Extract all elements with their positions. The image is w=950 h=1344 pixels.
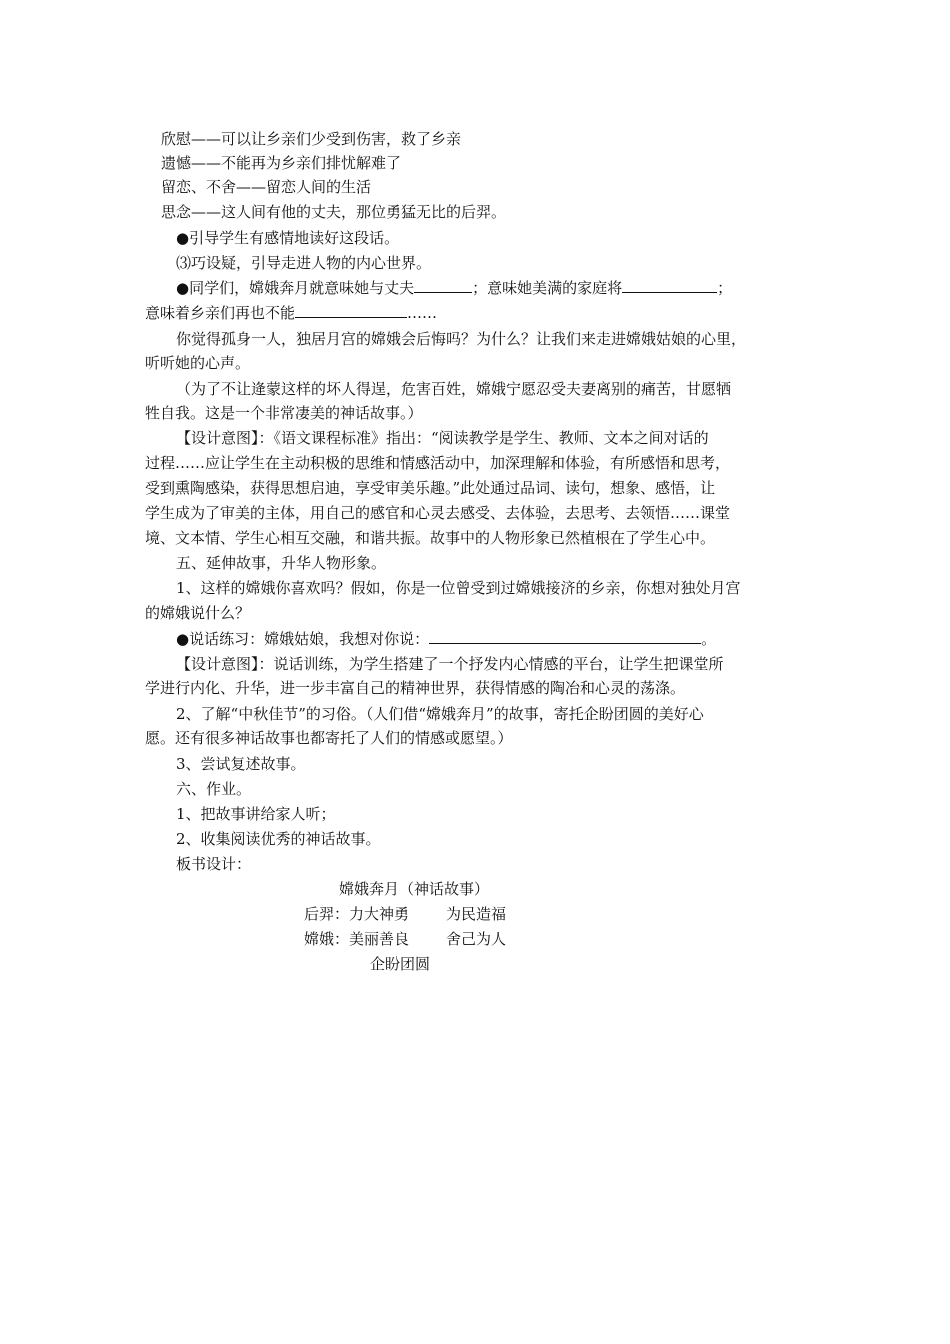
text-line: 留恋、不舍——留恋人间的生活 [161, 178, 372, 196]
answer-blank [414, 276, 472, 293]
text-line: 2、收集阅读优秀的神话故事。 [176, 830, 381, 848]
board-row-label: 后羿：力大神勇 [304, 905, 410, 923]
fill-in-line [176, 627, 716, 651]
text-line: 遗憾——不能再为乡亲们排忧解难了 [161, 154, 402, 172]
text-span: ；意味她美满的家庭将 [472, 279, 623, 297]
text-line: 板书设计： [176, 855, 252, 873]
answer-blank [295, 301, 407, 318]
board-title: 嫦娥奔月（神话故事） [339, 880, 490, 898]
text-line: 你觉得孤身一人，独居月宫的嫦娥会后悔吗？为什么？让我们来走进嫦娥姑娘的心里， [176, 330, 747, 348]
text-line: 学生成为了审美的主体，用自己的感官和心灵去感受、去体验，去思考、去领悟……课堂 [145, 504, 731, 522]
text-span: ； [717, 279, 733, 297]
text-span: 意味着乡亲们再也不能 [145, 304, 296, 322]
text-span: ●同学们，嫦娥奔月就意味她与丈夫 [176, 279, 415, 297]
text-line: 欣慰——可以让乡亲们少受到伤害，救了乡亲 [161, 130, 462, 148]
text-span: …… [407, 304, 438, 322]
answer-blank [429, 627, 701, 644]
text-line: 境、文本情、学生心相互交融，和谐共振。故事中的人物形象已然植根在了学生心中。 [145, 529, 716, 547]
text-line: 受到熏陶感染，获得思想启迪，享受审美乐趣。”此处通过品词、读句，想象、感悟，让 [145, 479, 716, 497]
text-line: 学进行内化、升华，进一步丰富自己的精神世界，获得情感的陶冶和心灵的荡涤。 [145, 679, 686, 697]
board-footer: 企盼团圆 [370, 955, 431, 973]
board-row-value: 为民造福 [446, 905, 507, 923]
text-line: 牲自我。这是一个非常凄美的神话故事。） [145, 404, 423, 422]
text-line: 1、这样的嫦娥你喜欢吗？假如，你是一位曾受到过嫦娥接济的乡亲，你想对独处月宫 [176, 579, 741, 597]
board-row-value: 舍己为人 [446, 930, 507, 948]
text-span: ●说话练习：嫦娥姑娘，我想对你说： [176, 630, 430, 648]
text-line: 3、尝试复述故事。 [176, 755, 306, 773]
text-line: ⑶巧设疑，引导走进人物的内心世界。 [176, 254, 432, 272]
fill-in-line [176, 276, 732, 300]
text-line: 2、了解“中秋佳节”的习俗。（人们借“嫦娥奔月”的故事，寄托企盼团圆的美好心 [176, 705, 704, 723]
section-heading: 五、延伸故事，升华人物形象。 [176, 554, 387, 572]
board-row-label: 嫦娥：美丽善良 [304, 930, 410, 948]
text-line: 1、把故事讲给家人听； [176, 805, 336, 823]
text-line: 思念——这人间有他的丈夫，那位勇猛无比的后羿。 [161, 203, 507, 221]
text-line: 【设计意图】：《语文课程标准》指出：“阅读教学是学生、教师、文本之间对话的 [176, 429, 709, 447]
text-span: 。 [701, 630, 717, 648]
text-line: 愿。还有很多神话故事也都寄托了人们的情感或愿望。） [145, 729, 513, 747]
answer-blank [622, 276, 717, 293]
fill-in-line [145, 301, 437, 325]
text-line: 的嫦娥说什么？ [145, 604, 251, 622]
text-line: ●引导学生有感情地读好这段话。 [176, 229, 400, 247]
text-line: 【设计意图】：说话训练，为学生搭建了一个抒发内心情感的平台，让学生把课堂所 [176, 655, 724, 673]
text-line: 听听她的心声。 [145, 354, 251, 372]
section-heading: 六、作业。 [176, 780, 252, 798]
text-line: （为了不让逄蒙这样的坏人得逞，危害百姓，嫦娥宁愿忍受夫妻离别的痛苦，甘愿牺 [176, 380, 732, 398]
text-line: 过程……应让学生在主动积极的思维和情感活动中，加深理解和体验，有所感悟和思考， [145, 454, 731, 472]
